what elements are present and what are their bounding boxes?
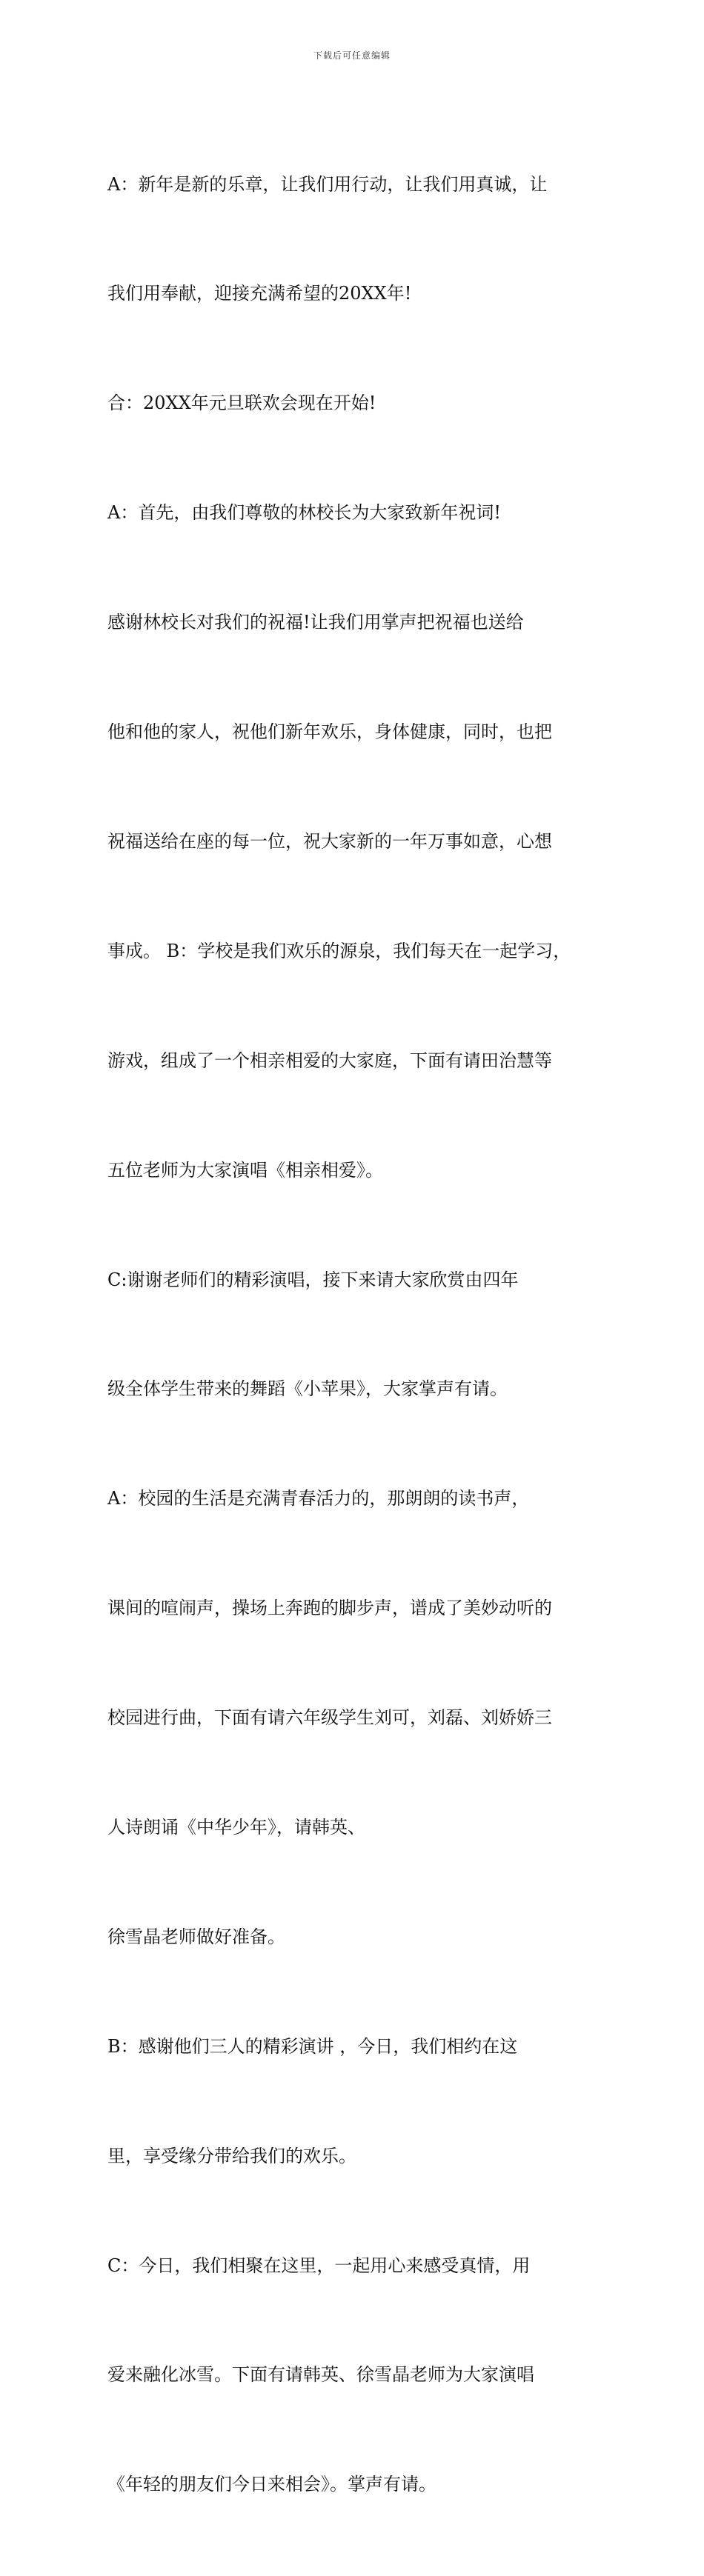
- header-note: 下载后可任意编辑: [313, 50, 391, 61]
- text-line: C：今日，我们相聚在这里，一起用心来感受真情，用: [107, 2255, 531, 2276]
- document-body: [107, 93, 611, 2576]
- text-line: 课间的喧闹声，操场上奔跑的脚步声，谱成了美妙动听的: [107, 1598, 552, 1619]
- text-line: 里，享受缘分带给我们的欢乐。: [107, 2145, 356, 2166]
- text-line: 祝福送给在座的每一位，祝大家新的一年万事如意，心想: [107, 830, 552, 852]
- text-line: 《年轻的朋友们今日来相会》。掌声有请。: [107, 2474, 436, 2495]
- text-block: [107, 93, 611, 2576]
- text-line: C:谢谢老师们的精彩演唱，接下来请大家欣赏由四年: [107, 1269, 519, 1290]
- text-line: 他和他的家人，祝他们新年欢乐，身体健康，同时，也把: [107, 721, 552, 743]
- text-line: 校园进行曲，下面有请六年级学生刘可，刘磊、刘娇娇三: [107, 1707, 552, 1729]
- text-line: 感谢林校长对我们的祝福!让我们用掌声把祝福也送给: [107, 612, 524, 633]
- text-line: 级全体学生带来的舞蹈《小苹果》，大家掌声有请。: [107, 1378, 508, 1400]
- text-line: 我们用奉献，迎接充满希望的20XX年!: [107, 283, 412, 304]
- text-line: 人诗朗诵《中华少年》，请韩英、: [107, 1816, 365, 1838]
- text-line: 合：20XX年元旦联欢会现在开始!: [107, 393, 376, 414]
- text-line: B：感谢他们三人的精彩演讲 ，今日，我们相约在这: [107, 2035, 518, 2057]
- text-line: 事成。 B：学校是我们欢乐的源泉，我们每天在一起学习，: [107, 940, 571, 961]
- text-line: 徐雪晶老师做好准备。: [107, 1926, 285, 1947]
- text-line: 游戏，组成了一个相亲相爱的大家庭，下面有请田治慧等: [107, 1050, 552, 1071]
- text-line: 爱来融化冰雪。下面有请韩英、徐雪晶老师为大家演唱: [107, 2364, 534, 2386]
- text-line: A：新年是新的乐章，让我们用行动，让我们用真诚，让: [107, 173, 548, 195]
- text-line: A：首先，由我们尊敬的林校长为大家致新年祝词!: [107, 502, 501, 524]
- text-line: A：校园的生活是充满青春活力的，那朗朗的读书声，: [107, 1488, 530, 1509]
- text-line: 五位老师为大家演唱《相亲相爱》。: [107, 1159, 383, 1181]
